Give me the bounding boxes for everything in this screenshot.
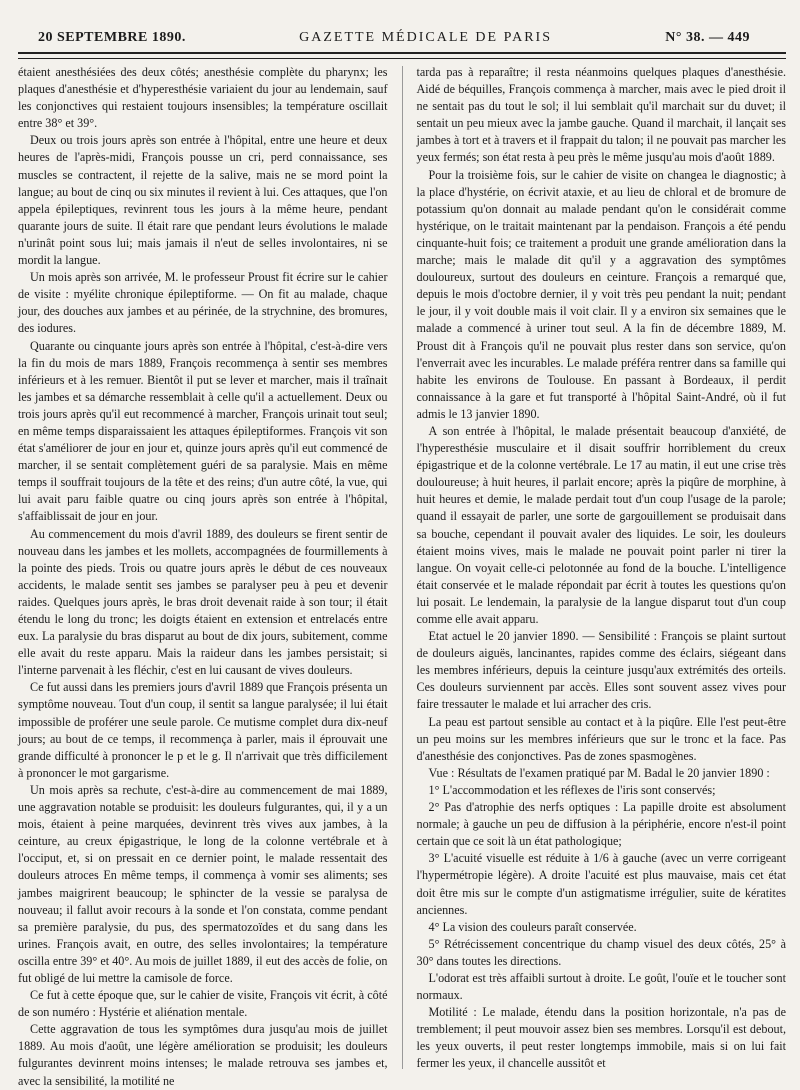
paragraph: Quarante ou cinquante jours après son entrée à l'hôpital, c'est-à-dire vers la fin du mois de mars 1889, François recommença à sentir ses membres inférieurs et à les remuer. Bientôt il put se lever et marcher, mais il traînait les jambes et sa démarche ressemblait à celle qu'il a actuellement. Deux ou trois jours après qu'il eut recommencé à marcher, François urinait tout seul; en même temps disparaissaient les attaques épileptiformes. François vit son état s'améliorer de jour en jour et, quinze jours après qu'il eut commencé de marcher, il se sentait complètement guéri de sa paralysie. Mais en même temps il souffrait toujours de la tête et des reins; d'un autre côté, la vue, qui lui avait paru faible quatre ou cinq jours après son entrée à l'hôpital, s'affaiblissait de jour en jour. xyxy=(18,338,388,524)
paragraph: 4° La vision des couleurs paraît conservée. xyxy=(428,919,637,934)
header-rule-thin xyxy=(18,58,786,59)
text-columns xyxy=(18,64,786,1088)
paragraph: Un mois après sa rechute, c'est-à-dire au commencement de mai 1889, une aggravation notable se produisit: les douleurs fulgurantes, qui, il y a un mois, étaient à peine marquées, devinrent très vives aux jambes, à la ceinture, au creux épigastrique, le long de la colonne vertébrale et à l'occiput, et, si on pressait en ce dernier point, le malade ressentait des douleurs atroces En même temps, il commença à vomir ses aliments; ses jambes maigrirent beaucoup; le sphincter de la vessie se paralysa de nouveau; il fallut avoir recours à la sonde et l'on constata, comme pendant sa première paralysie, du pus, des spermatozoïdes et du sang dans les urines. François avait, en outre, des selles involontaires; la température oscilla entre 39° et 40°. Au mois de juillet 1889, il eut des accès de folie, on fut obligé de lui mettre la camisole de force. xyxy=(18,782,388,985)
paragraph: tarda pas à reparaître; il resta néanmoins quelques plaques d'anesthésie. Aidé de béquilles, François commença à marcher, mais avec le pied droit il ne sentait pas du tout le sol; il lui semblait qu'il marchait sur du duvet; il sentait un peu mieux avec la jambe gauche. Quand il marchait, il lançait ses jambes à tort et à travers et il frappait du talon; il ne pouvait pas marcher les yeux fermés; son état resta à peu près le même jusqu'au mois d'août 1889. xyxy=(416,65,786,165)
paragraph: Ce fut à cette époque que, sur le cahier de visite, François vit écrit, à côté de son numéro : Hystérie et aliénation mentale. xyxy=(18,988,388,1020)
right-column xyxy=(417,64,787,1071)
paragraph: A son entrée à l'hôpital, le malade présentait beaucoup d'anxiété, de l'hyperesthésie musculaire et il disait souffrir horriblement du creux épigastrique et de la colonne vertébrale. Le 17 au matin, il eut une crise très douloureuse; à huit heures, il parlait encore; après la piqûre de morphine, à huit heures et demie, le malade perdait tout d'un coup l'usage de la parole; quand il essayait de parler, une sorte de gargouillement se produisait dans sa bouche, cependant il pouvait avaler des liquides. Le soir, les douleurs étaient moins vives, mais le malade ne pouvait point parler ni tirer la langue. On voyait celle-ci pelotonnée au fond de la bouche. L'intelligence était conservée et le malade répondait par écrit à toutes les questions qu'on lui posait. Le lendemain, la paralysie de la langue disparut tout d'un coup comme elle avait apparu. xyxy=(416,423,786,626)
journal-title: GAZETTE MÉDICALE DE PARIS xyxy=(299,30,552,45)
paragraph: 5° Rétrécissement concentrique du champ visuel des deux côtés, 25° à 30° dans toutes les directions. xyxy=(416,936,786,968)
paragraph: Deux ou trois jours après son entrée à l'hôpital, entre une heure et deux heures de l'après-midi, François pousse un cri, perd connaissance, ses muscles se contractent, il rejette de la salive, mais ne se mord point la langue; au bout de cinq ou six minutes il revient à lui. Ces attaques, que l'on appela épileptiques, revinrent tous les jours à la même heure, pendant quarante jours de suite. Il était rare que pendant leurs évolutions le malade n'urinât point sous lui; mais jamais il n'eut de selles involontaires, ni se mordit la langue. xyxy=(18,133,388,268)
header-rule-thick xyxy=(18,52,786,54)
paragraph: Ce fut aussi dans les premiers jours d'avril 1889 que François présenta un symptôme nouveau. Tout d'un coup, il sentit sa langue paralysée; il lui était impossible de proférer une seule parole. Ce mutisme complet dura dix-neuf jours; au bout de ce temps, il recommença à parler, mais il éprouvait une grande difficulté à prononcer le p et le g. Il n'arrivait que très difficilement à prononcer le mot gargarisme. xyxy=(18,680,388,780)
issue-page-number: N° 38. — 449 xyxy=(665,30,750,45)
paragraph: 1° L'accommodation et les réflexes de l'iris sont conservés; xyxy=(428,782,716,797)
paragraph: Un mois après son arrivée, M. le professeur Proust fit écrire sur le cahier de visite : myélite chronique épileptiforme. — On fit au malade, chaque jour, des douches aux jambes et au périnée, de la strychnine, des bromures, des iodures. xyxy=(18,270,388,336)
paragraph: Au commencement du mois d'avril 1889, des douleurs se firent sentir de nouveau dans les jambes et les mollets, accompagnées de fourmillements à la pointe des pieds. Trois ou quatre jours après le début de ces nouveaux accidents, le malade sentit ses jambes se paralyser peu à peu et devenir raides. Quelques jours après, le bras droit devenait raide à son tour; il était étendu le long du tronc; les doigts étaient en extension et entrelacés entre eux. La paralysie du bras disparut au bout de dix jours, subitement, comme elle avait du reste apparu. Mais la raideur dans les jambes persistait; si l'interne parvenait à les fléchir, c'est en lui causant de vives douleurs. xyxy=(18,526,388,678)
paragraph: 3° L'acuité visuelle est réduite à 1/6 à gauche (avec un verre corrigeant l'hypermétropie légère). A droite l'acuité est plus mauvaise, mais cet état doit être mis sur le compte d'un astigmatisme irrégulier, suite de kératites anciennes. xyxy=(416,851,786,917)
page-header xyxy=(38,30,750,48)
paragraph: L'odorat est très affaibli surtout à droite. Le goût, l'ouïe et le toucher sont normaux. xyxy=(416,970,786,1003)
left-column xyxy=(18,64,388,1088)
paragraph: Etat actuel le 20 janvier 1890. — Sensibilité : François se plaint surtout de douleurs aiguës, lancinantes, rapides comme des éclairs, siégeant dans les membres inférieurs, depuis la ceinture jusqu'aux extrémités des orteils. Ces douleurs surviennent par accès. Elles sont souvent assez vives pour faire tressauter le malade et lui arracher des cris. xyxy=(416,629,786,712)
paragraph: Vue : Résultats de l'examen pratiqué par M. Badal le 20 janvier 1890 : xyxy=(428,765,770,780)
paragraph: Cette aggravation de tous les symptômes dura jusqu'au mois de juillet 1889. Au mois d'août, une légère amélioration se produisit; les douleurs fulgurantes devinrent moins intenses; le malade retrouva ses jambes et, avec la sensibilité, la motilité ne xyxy=(18,1022,388,1088)
issue-date: 20 SEPTEMBRE 1890. xyxy=(38,30,186,45)
paragraph: Motilité : Le malade, étendu dans la position horizontale, n'a pas de tremblement; il peut mouvoir assez bien ses membres. Lorsqu'il est debout, les yeux ouverts, il peut rester longtemps immobile, mais si on lui fait fermer les yeux, il chancelle aussitôt et xyxy=(416,1005,786,1071)
paragraph: étaient anesthésiées des deux côtés; anesthésie complète du pharynx; les plaques d'anesthésie et d'hyperesthésie variaient du jour au lendemain, sauf les conjonctives qui restaient toujours insensibles; la température oscillait entre 38° et 39°. xyxy=(18,65,388,131)
column-divider xyxy=(402,66,403,1069)
paragraph: 2° Pas d'atrophie des nerfs optiques : La papille droite est absolument normale; à gauche un peu de diffusion à la périphérie, encore n'est-il point certain que ce soit là un état pathologique; xyxy=(416,800,786,849)
paragraph: La peau est partout sensible au contact et à la piqûre. Elle l'est peut-être un peu moins sur les membres inférieurs que sur le tronc et la face. Pas d'anesthésie des conjonctives. Pas de zones spasmogènes. xyxy=(416,714,786,763)
paragraph: Pour la troisième fois, sur le cahier de visite on changea le diagnostic; à la place d'hystérie, on écrivit ataxie, et au lieu de chloral et de bromure de potassium qu'on donnait au malade pendant qu'on le considérait comme hystérique, on le traitait maintenant par la pendaison. François a été pendu cinquante-huit fois; ce traitement a produit une grande amélioration dans la marche; mais le malade dit qu'il y a aggravation des symptômes douloureux, surtout des douleurs en ceinture. François a remarqué que, depuis le mois d'octobre dernier, il y voit très peu pendant la nuit; pendant le jour, il y voit double mais il voit clair. Il y a environ six semaines que le malade a commencé à uriner tout seul. A la fin de décembre 1889, M. Proust dit à François qu'il ne pouvait plus rester dans son service, qu'on l'enverrait avec les incurables. Le malade préféra rentrer dans sa famille qui habite les environs de Toulouse. En passant à Bordeaux, il perdit connaissance à la gare et fut transporté à l'hôpital Saint-André, où il fut admis le 13 janvier 1890. xyxy=(416,167,786,421)
